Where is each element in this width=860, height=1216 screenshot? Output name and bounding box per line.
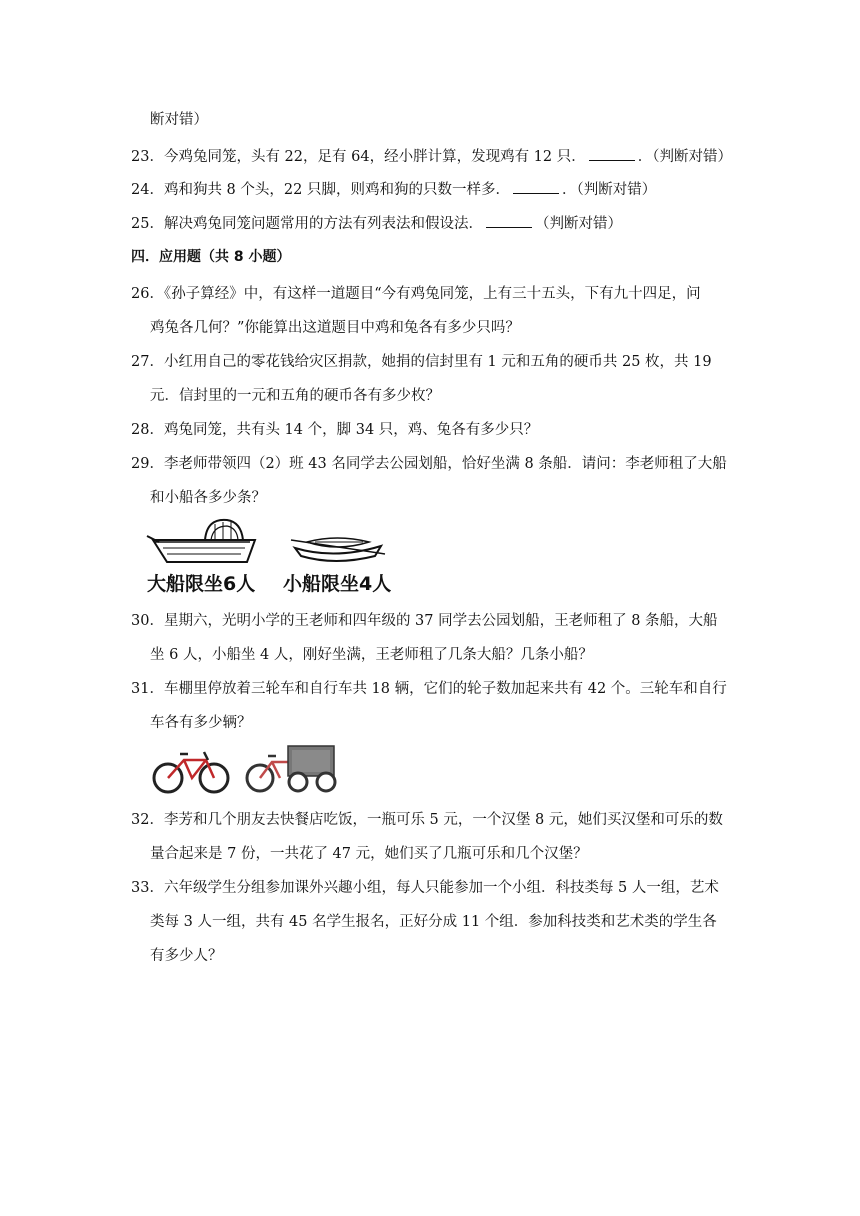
question-30: 30．星期六，光明小学的王老师和四年级的 37 同学去公园划船，王老师租了 8 条船，大船 [131,613,718,629]
answer-blank[interactable] [486,213,532,228]
question-33: 33．六年级学生分组参加课外兴趣小组，每人只能参加一个小组．科技类每 5 人一组，艺术 [131,880,719,896]
question-29-cont: 和小船各多少条？ [150,490,266,506]
small-boat-icon [285,512,395,572]
small-boat-label: 小船限坐4人 [283,573,392,595]
question-23: 23．今鸡兔同笼，头有 22，足有 64，经小胖计算，发现鸡有 12 只． ．（判断对错） [131,146,732,167]
question-24: 24．鸡和狗共 8 个头，22 只脚，则鸡和狗的只数一样多． ．（判断对错） [131,179,656,200]
question-32-cont: 量合起来是 7 份，一共花了 47 元，她们买了几瓶可乐和几个汉堡？ [150,846,588,862]
question-31: 31．车棚里停放着三轮车和自行车共 18 辆，它们的轮子数加起来共有 42 个。三轮车和自行 [131,681,727,697]
section-heading: 四．应用题（共 8 小题） [131,249,291,265]
tricycle-icon [244,740,344,796]
vehicle-figure [152,740,342,796]
question-31-cont: 车各有多少辆？ [150,715,252,731]
question-33-cont: 类每 3 人一组，共有 45 名学生报名，正好分成 11 个组．参加科技类和艺术类的学生各 [150,914,717,930]
question-30-cont: 坐 6 人，小船坐 4 人，刚好坐满，王老师租了几条大船？几条小船？ [150,647,593,663]
question-27: 27．小红用自己的零花钱给灾区捐款，她捐的信封里有 1 元和五角的硬币共 25 枚，共 19 [131,354,712,370]
boat-figure [145,512,395,596]
question-26: 26．《孙子算经》中，有这样一道题目“今有鸡兔同笼，上有三十五头，下有九十四足，问 [131,286,701,302]
question-26-cont: 鸡兔各几何？”你能算出这道题目中鸡和兔各有多少只吗？ [150,320,520,336]
question-29: 29．李老师带领四（2）班 43 名同学去公园划船，恰好坐满 8 条船．请问：李老师租了大船 [131,456,727,472]
big-boat-label: 大船限坐6人 [147,573,256,595]
question-25: 25．解决鸡兔同笼问题常用的方法有列表法和假设法． （判断对错） [131,213,622,234]
question-27-cont: 元．信封里的一元和五角的硬币各有多少枚？ [150,388,440,404]
question-32: 32．李芳和几个朋友去快餐店吃饭，一瓶可乐 5 元，一个汉堡 8 元，她们买汉堡和可乐的数 [131,812,723,828]
answer-blank[interactable] [589,146,635,161]
line-continuation: 断对错） [150,112,208,128]
question-33-cont2: 有多少人？ [150,948,223,964]
bicycle-icon [152,740,232,796]
answer-blank[interactable] [513,179,559,194]
question-28: 28．鸡兔同笼，共有头 14 个，脚 34 只，鸡、兔各有多少只？ [131,422,539,438]
